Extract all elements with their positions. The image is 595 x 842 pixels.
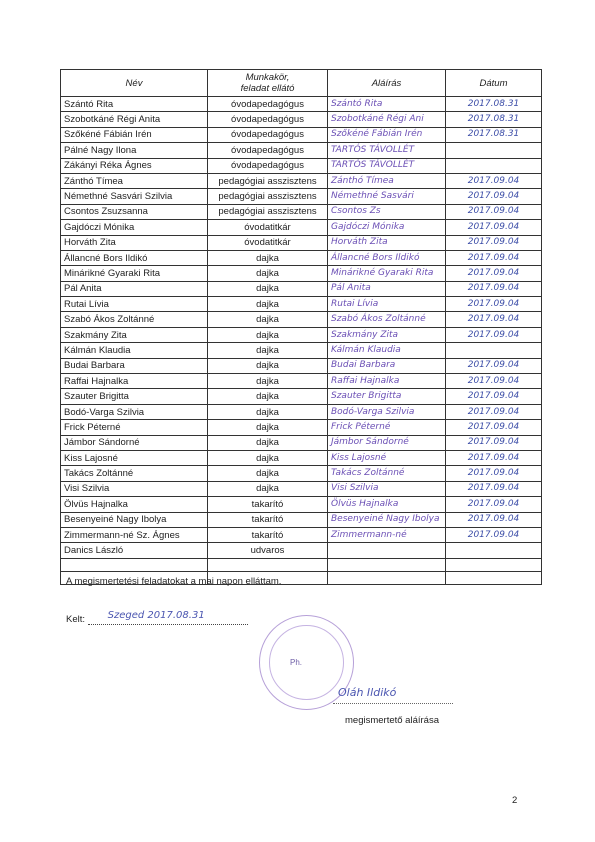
cell-signature: Budai Barbara: [328, 358, 446, 373]
cell-role: takarító: [208, 527, 328, 542]
kelt-line: [66, 610, 248, 625]
cell-date: 2017.09.04: [446, 204, 542, 219]
table-row: [61, 435, 542, 450]
table-header-row: [61, 70, 542, 97]
signature-table: [60, 69, 542, 585]
table-row: [61, 374, 542, 389]
cell-name: Szakmány Zita: [61, 327, 208, 342]
cell-name: Ölvüs Hajnalka: [61, 497, 208, 512]
table-body: [61, 97, 542, 585]
table-row: [61, 481, 542, 496]
empty-cell: [208, 558, 328, 571]
cell-name: Budai Barbara: [61, 358, 208, 373]
cell-date: 2017.08.31: [446, 127, 542, 142]
table-row: [61, 97, 542, 112]
table-row: [61, 543, 542, 558]
cell-signature: Állancné Bors Ildikó: [328, 250, 446, 265]
cell-name: Bodó-Varga Szilvia: [61, 404, 208, 419]
header-role-line2: feladat ellátó: [240, 83, 295, 94]
cell-date: 2017.09.04: [446, 189, 542, 204]
cell-name: Pálné Nagy Ilona: [61, 143, 208, 158]
cell-role: dajka: [208, 450, 328, 465]
confirmation-note: A megismertetési feladatokat a mai napon elláttam.: [66, 576, 282, 587]
cell-signature: Frick Péterné: [328, 420, 446, 435]
table-row: [61, 420, 542, 435]
cell-signature: Szakmány Zita: [328, 327, 446, 342]
signature-line: [333, 703, 453, 704]
cell-name: Zánthó Tímea: [61, 173, 208, 188]
header-name: Név: [61, 70, 208, 97]
cell-date: 2017.09.04: [446, 435, 542, 450]
cell-name: Besenyeiné Nagy Ibolya: [61, 512, 208, 527]
table-row: [61, 220, 542, 235]
cell-role: dajka: [208, 250, 328, 265]
cell-signature: TARTÓS TÁVOLLÉT: [328, 143, 446, 158]
cell-role: dajka: [208, 435, 328, 450]
table-row: [61, 389, 542, 404]
cell-role: dajka: [208, 404, 328, 419]
table-row: [61, 466, 542, 481]
cell-date: 2017.09.04: [446, 281, 542, 296]
cell-role: takarító: [208, 512, 328, 527]
cell-signature: Szabó Ákos Zoltánné: [328, 312, 446, 327]
cell-date: 2017.09.04: [446, 404, 542, 419]
header-role: [208, 70, 328, 97]
header-role-line1: Munkakör,: [245, 72, 290, 83]
cell-signature: Takács Zoltánné: [328, 466, 446, 481]
cell-role: dajka: [208, 420, 328, 435]
cell-role: óvodapedagógus: [208, 127, 328, 142]
cell-role: dajka: [208, 481, 328, 496]
cell-name: Kiss Lajosné: [61, 450, 208, 465]
cell-role: dajka: [208, 374, 328, 389]
cell-signature: TARTÓS TÁVOLLÉT: [328, 158, 446, 173]
cell-signature: Kiss Lajosné: [328, 450, 446, 465]
cell-signature: Jámbor Sándorné: [328, 435, 446, 450]
table-row: [61, 173, 542, 188]
cell-date: [446, 158, 542, 173]
cell-name: Zákányi Réka Ágnes: [61, 158, 208, 173]
table-row: [61, 358, 542, 373]
table-row: [61, 204, 542, 219]
empty-cell: [61, 558, 208, 571]
cell-role: óvodapedagógus: [208, 97, 328, 112]
table-row: [61, 343, 542, 358]
cell-signature: Ölvüs Hajnalka: [328, 497, 446, 512]
table-row: [61, 327, 542, 342]
cell-signature: Visi Szilvia: [328, 481, 446, 496]
cell-role: udvaros: [208, 543, 328, 558]
cell-role: pedagógiai asszisztens: [208, 204, 328, 219]
cell-name: Állancné Bors Ildikó: [61, 250, 208, 265]
table-row: [61, 250, 542, 265]
cell-signature: Rutai Lívia: [328, 297, 446, 312]
cell-signature: Bodó-Varga Szilvia: [328, 404, 446, 419]
cell-name: Minárikné Gyaraki Rita: [61, 266, 208, 281]
cell-date: 2017.09.04: [446, 266, 542, 281]
cell-signature: Minárikné Gyaraki Rita: [328, 266, 446, 281]
cell-date: 2017.09.04: [446, 481, 542, 496]
cell-date: 2017.09.04: [446, 389, 542, 404]
cell-signature: Raffai Hajnalka: [328, 374, 446, 389]
table-row: [61, 497, 542, 512]
cell-date: 2017.09.04: [446, 173, 542, 188]
page-number: 2: [512, 795, 518, 806]
cell-role: dajka: [208, 312, 328, 327]
kelt-label: Kelt:: [66, 614, 86, 625]
cell-role: takarító: [208, 497, 328, 512]
empty-table-row: [61, 558, 542, 571]
cell-signature: Besenyeiné Nagy Ibolya: [328, 512, 446, 527]
cell-role: pedagógiai asszisztens: [208, 189, 328, 204]
cell-name: Rutai Lívia: [61, 297, 208, 312]
cell-date: 2017.09.04: [446, 235, 542, 250]
table-row: [61, 235, 542, 250]
cell-signature: Kálmán Klaudia: [328, 343, 446, 358]
cell-role: dajka: [208, 281, 328, 296]
table-row: [61, 404, 542, 419]
cell-date: 2017.09.04: [446, 374, 542, 389]
empty-cell: [446, 571, 542, 584]
cell-signature: Szántó Rita: [328, 97, 446, 112]
cell-signature: Szobotkáné Régi Ani: [328, 112, 446, 127]
cell-date: [446, 543, 542, 558]
cell-role: dajka: [208, 389, 328, 404]
cell-signature: Pál Anita: [328, 281, 446, 296]
cell-name: Szőkéné Fábián Irén: [61, 127, 208, 142]
cell-signature: Gajdóczi Mónika: [328, 220, 446, 235]
empty-cell: [446, 558, 542, 571]
signer-handwritten-signature: Oláh Ildikó: [338, 686, 397, 699]
cell-role: óvodapedagógus: [208, 158, 328, 173]
cell-role: pedagógiai asszisztens: [208, 173, 328, 188]
cell-date: 2017.09.04: [446, 420, 542, 435]
table-row: [61, 189, 542, 204]
table-row: [61, 512, 542, 527]
cell-name: Takács Zoltánné: [61, 466, 208, 481]
cell-date: 2017.09.04: [446, 312, 542, 327]
cell-name: Jámbor Sándorné: [61, 435, 208, 450]
cell-name: Gajdóczi Mónika: [61, 220, 208, 235]
cell-signature: Horváth Zita: [328, 235, 446, 250]
table-row: [61, 266, 542, 281]
cell-name: Visi Szilvia: [61, 481, 208, 496]
cell-date: 2017.09.04: [446, 250, 542, 265]
table-row: [61, 127, 542, 142]
cell-signature: [328, 543, 446, 558]
empty-cell: [328, 571, 446, 584]
table-row: [61, 297, 542, 312]
kelt-dotted-field: [88, 610, 248, 625]
cell-role: dajka: [208, 266, 328, 281]
cell-date: 2017.09.04: [446, 527, 542, 542]
cell-name: Raffai Hajnalka: [61, 374, 208, 389]
table-row: [61, 143, 542, 158]
cell-date: [446, 343, 542, 358]
cell-signature: Csontos Zs: [328, 204, 446, 219]
cell-date: 2017.09.04: [446, 450, 542, 465]
cell-role: dajka: [208, 343, 328, 358]
cell-date: 2017.09.04: [446, 358, 542, 373]
cell-name: Szobotkáné Régi Anita: [61, 112, 208, 127]
cell-name: Frick Péterné: [61, 420, 208, 435]
cell-date: 2017.08.31: [446, 97, 542, 112]
cell-signature: Némethné Sasvári: [328, 189, 446, 204]
cell-role: dajka: [208, 466, 328, 481]
signer-label: megismertető aláírása: [345, 715, 439, 726]
table-row: [61, 158, 542, 173]
cell-date: 2017.09.04: [446, 466, 542, 481]
cell-name: Zimmermann-né Sz. Ágnes: [61, 527, 208, 542]
cell-date: 2017.09.04: [446, 497, 542, 512]
cell-name: Szauter Brigitta: [61, 389, 208, 404]
cell-date: 2017.08.31: [446, 112, 542, 127]
cell-signature: Zánthó Tímea: [328, 173, 446, 188]
cell-name: Csontos Zsuzsanna: [61, 204, 208, 219]
cell-role: dajka: [208, 327, 328, 342]
cell-role: óvodatitkár: [208, 220, 328, 235]
cell-signature: Szauter Brigitta: [328, 389, 446, 404]
cell-date: 2017.09.04: [446, 512, 542, 527]
table-row: [61, 112, 542, 127]
cell-signature: Szőkéné Fábián Irén: [328, 127, 446, 142]
cell-name: Pál Anita: [61, 281, 208, 296]
header-signature: Aláírás: [328, 70, 446, 97]
cell-date: 2017.09.04: [446, 297, 542, 312]
cell-signature: Zimmermann-né: [328, 527, 446, 542]
cell-name: Némethné Sasvári Szilvia: [61, 189, 208, 204]
empty-cell: [328, 558, 446, 571]
stamp-ph-label: Ph.: [290, 658, 303, 667]
cell-role: óvodatitkár: [208, 235, 328, 250]
table-row: [61, 527, 542, 542]
cell-role: óvodapedagógus: [208, 112, 328, 127]
cell-name: Danics László: [61, 543, 208, 558]
table-row: [61, 281, 542, 296]
cell-name: Kálmán Klaudia: [61, 343, 208, 358]
cell-role: dajka: [208, 297, 328, 312]
cell-date: 2017.09.04: [446, 220, 542, 235]
cell-name: Szabó Ákos Zoltánné: [61, 312, 208, 327]
table-row: [61, 312, 542, 327]
header-date: Dátum: [446, 70, 542, 97]
cell-date: 2017.09.04: [446, 327, 542, 342]
cell-name: Horváth Zita: [61, 235, 208, 250]
cell-role: óvodapedagógus: [208, 143, 328, 158]
cell-date: [446, 143, 542, 158]
table-row: [61, 450, 542, 465]
kelt-handwritten-value: Szeged 2017.08.31: [107, 610, 205, 621]
cell-role: dajka: [208, 358, 328, 373]
cell-name: Szántó Rita: [61, 97, 208, 112]
